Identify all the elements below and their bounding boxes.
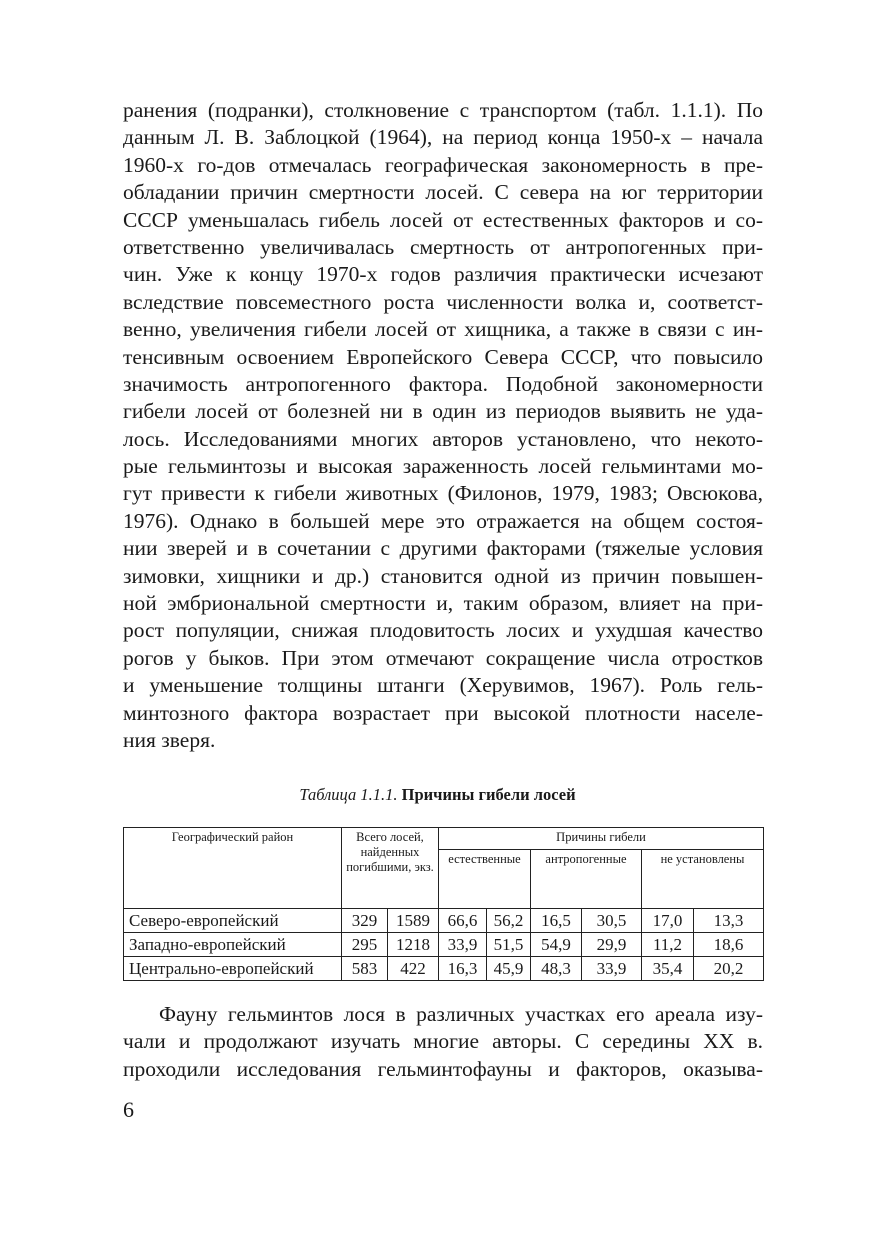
text-line: данным Л. В. Заблоцкой (1964), на период конца 1950-х – начала: [123, 125, 763, 150]
table-row: [124, 909, 764, 933]
page-number: 6: [123, 1097, 134, 1122]
region-cell: Западно-европейский: [124, 933, 342, 957]
text-line: гут привести к гибели животных (Филонов, 1979, 1983; Овсюкова,: [123, 481, 763, 506]
text-line: венно, увеличения гибели лосей от хищника, а также в связи с ин-: [123, 317, 763, 342]
value-cell: 13,3: [694, 909, 764, 933]
text-line: ния зверя.: [123, 727, 216, 752]
text-line: гибели лосей от болезней ни в один из периодов выявить не уда-: [123, 399, 763, 424]
text-line: нии зверей и в сочетании с другими факторами (тяжелые условия: [123, 536, 763, 561]
value-cell: 33,9: [582, 957, 642, 981]
table-row: [124, 957, 764, 981]
text-line: 1960-х го-дов отмечалась географическая закономерность в пре-: [123, 152, 763, 177]
text-line: минтозного фактора возрастает при высокой плотности населе-: [123, 700, 763, 725]
table-caption: [0, 784, 875, 806]
text-line: рые гельминтозы и высокая зараженность лосей гельминтами мо-: [123, 454, 763, 479]
value-cell: 422: [388, 957, 439, 981]
header-unknown: не установлены: [642, 850, 764, 909]
text-line: 1976). Однако в большей мере это отражается на общем состоя-: [123, 508, 763, 533]
value-cell: 56,2: [487, 909, 531, 933]
text-line: ной эмбриональной смертности и, таким образом, влияет на при-: [123, 591, 763, 616]
value-cell: 1589: [388, 909, 439, 933]
region-cell: Северо-европейский: [124, 909, 342, 933]
value-cell: 33,9: [439, 933, 487, 957]
value-cell: 17,0: [642, 909, 694, 933]
value-cell: 18,6: [694, 933, 764, 957]
paragraph-moose-mortality: [123, 97, 763, 754]
value-cell: 54,9: [531, 933, 582, 957]
header-natural: естественные: [439, 850, 531, 909]
value-cell: 66,6: [439, 909, 487, 933]
value-cell: 583: [342, 957, 388, 981]
header-total: Всего лосей, найденных погибшими, экз.: [342, 828, 439, 909]
text-line: рост популяции, снижая плодовитость лосих и ухудшая качество: [123, 618, 763, 643]
text-line: Фауну гельминтов лося в различных участках его ареала изу-: [159, 1002, 763, 1026]
value-cell: 16,3: [439, 957, 487, 981]
value-cell: 35,4: [642, 957, 694, 981]
value-cell: 329: [342, 909, 388, 933]
text-line: ответственно увеличивалась смертность от антропогенных при-: [123, 234, 763, 259]
header-anthropogenic: антропогенные: [531, 850, 642, 909]
text-line: вследствие повсеместного роста численности волка и, соответст-: [123, 289, 763, 314]
text-line: СССР уменьшалась гибель лосей от естественных факторов и со-: [123, 207, 763, 232]
text-line: значимость антропогенного фактора. Подобной закономерности: [123, 371, 763, 396]
text-line: и уменьшение толщины штанги (Херувимов, 1967). Роль гель-: [123, 673, 763, 698]
value-cell: 1218: [388, 933, 439, 957]
value-cell: 11,2: [642, 933, 694, 957]
text-line: тенсивным освоением Европейского Севера СССР, что повысило: [123, 344, 763, 369]
table-caption-title: Причины гибели лосей: [401, 785, 576, 804]
table-row: [124, 933, 764, 957]
text-line: чин. Уже к концу 1970-х годов различия практически исчезают: [123, 262, 763, 287]
text-line: рогов у быков. При этом отмечают сокращение числа отростков: [123, 645, 763, 670]
table-caption-label: Таблица 1.1.1.: [299, 785, 398, 804]
header-causes: Причины гибели: [439, 828, 764, 850]
text-line: обладании причин смертности лосей. С севера на юг территории: [123, 180, 763, 205]
value-cell: 48,3: [531, 957, 582, 981]
value-cell: 29,9: [582, 933, 642, 957]
header-region: Географический район: [124, 828, 342, 909]
value-cell: 51,5: [487, 933, 531, 957]
value-cell: 16,5: [531, 909, 582, 933]
text-line: лось. Исследованиями многих авторов установлено, что некото-: [123, 426, 763, 451]
value-cell: 30,5: [582, 909, 642, 933]
value-cell: 45,9: [487, 957, 531, 981]
text-line: зимовки, хищники и др.) становится одной из причин повышен-: [123, 563, 763, 588]
text-line: чали и продолжают изучать многие авторы. С середины XX в.: [123, 1029, 763, 1054]
value-cell: 295: [342, 933, 388, 957]
value-cell: 20,2: [694, 957, 764, 981]
text-line: ранения (подранки), столкновение с транспортом (табл. 1.1.1). По: [123, 98, 763, 122]
region-cell: Центрально-европейский: [124, 957, 342, 981]
moose-mortality-table: [123, 827, 764, 981]
paragraph-helminth-fauna: [123, 1001, 763, 1083]
text-line: проходили исследования гельминтофауны и факторов, оказыва-: [123, 1056, 763, 1081]
